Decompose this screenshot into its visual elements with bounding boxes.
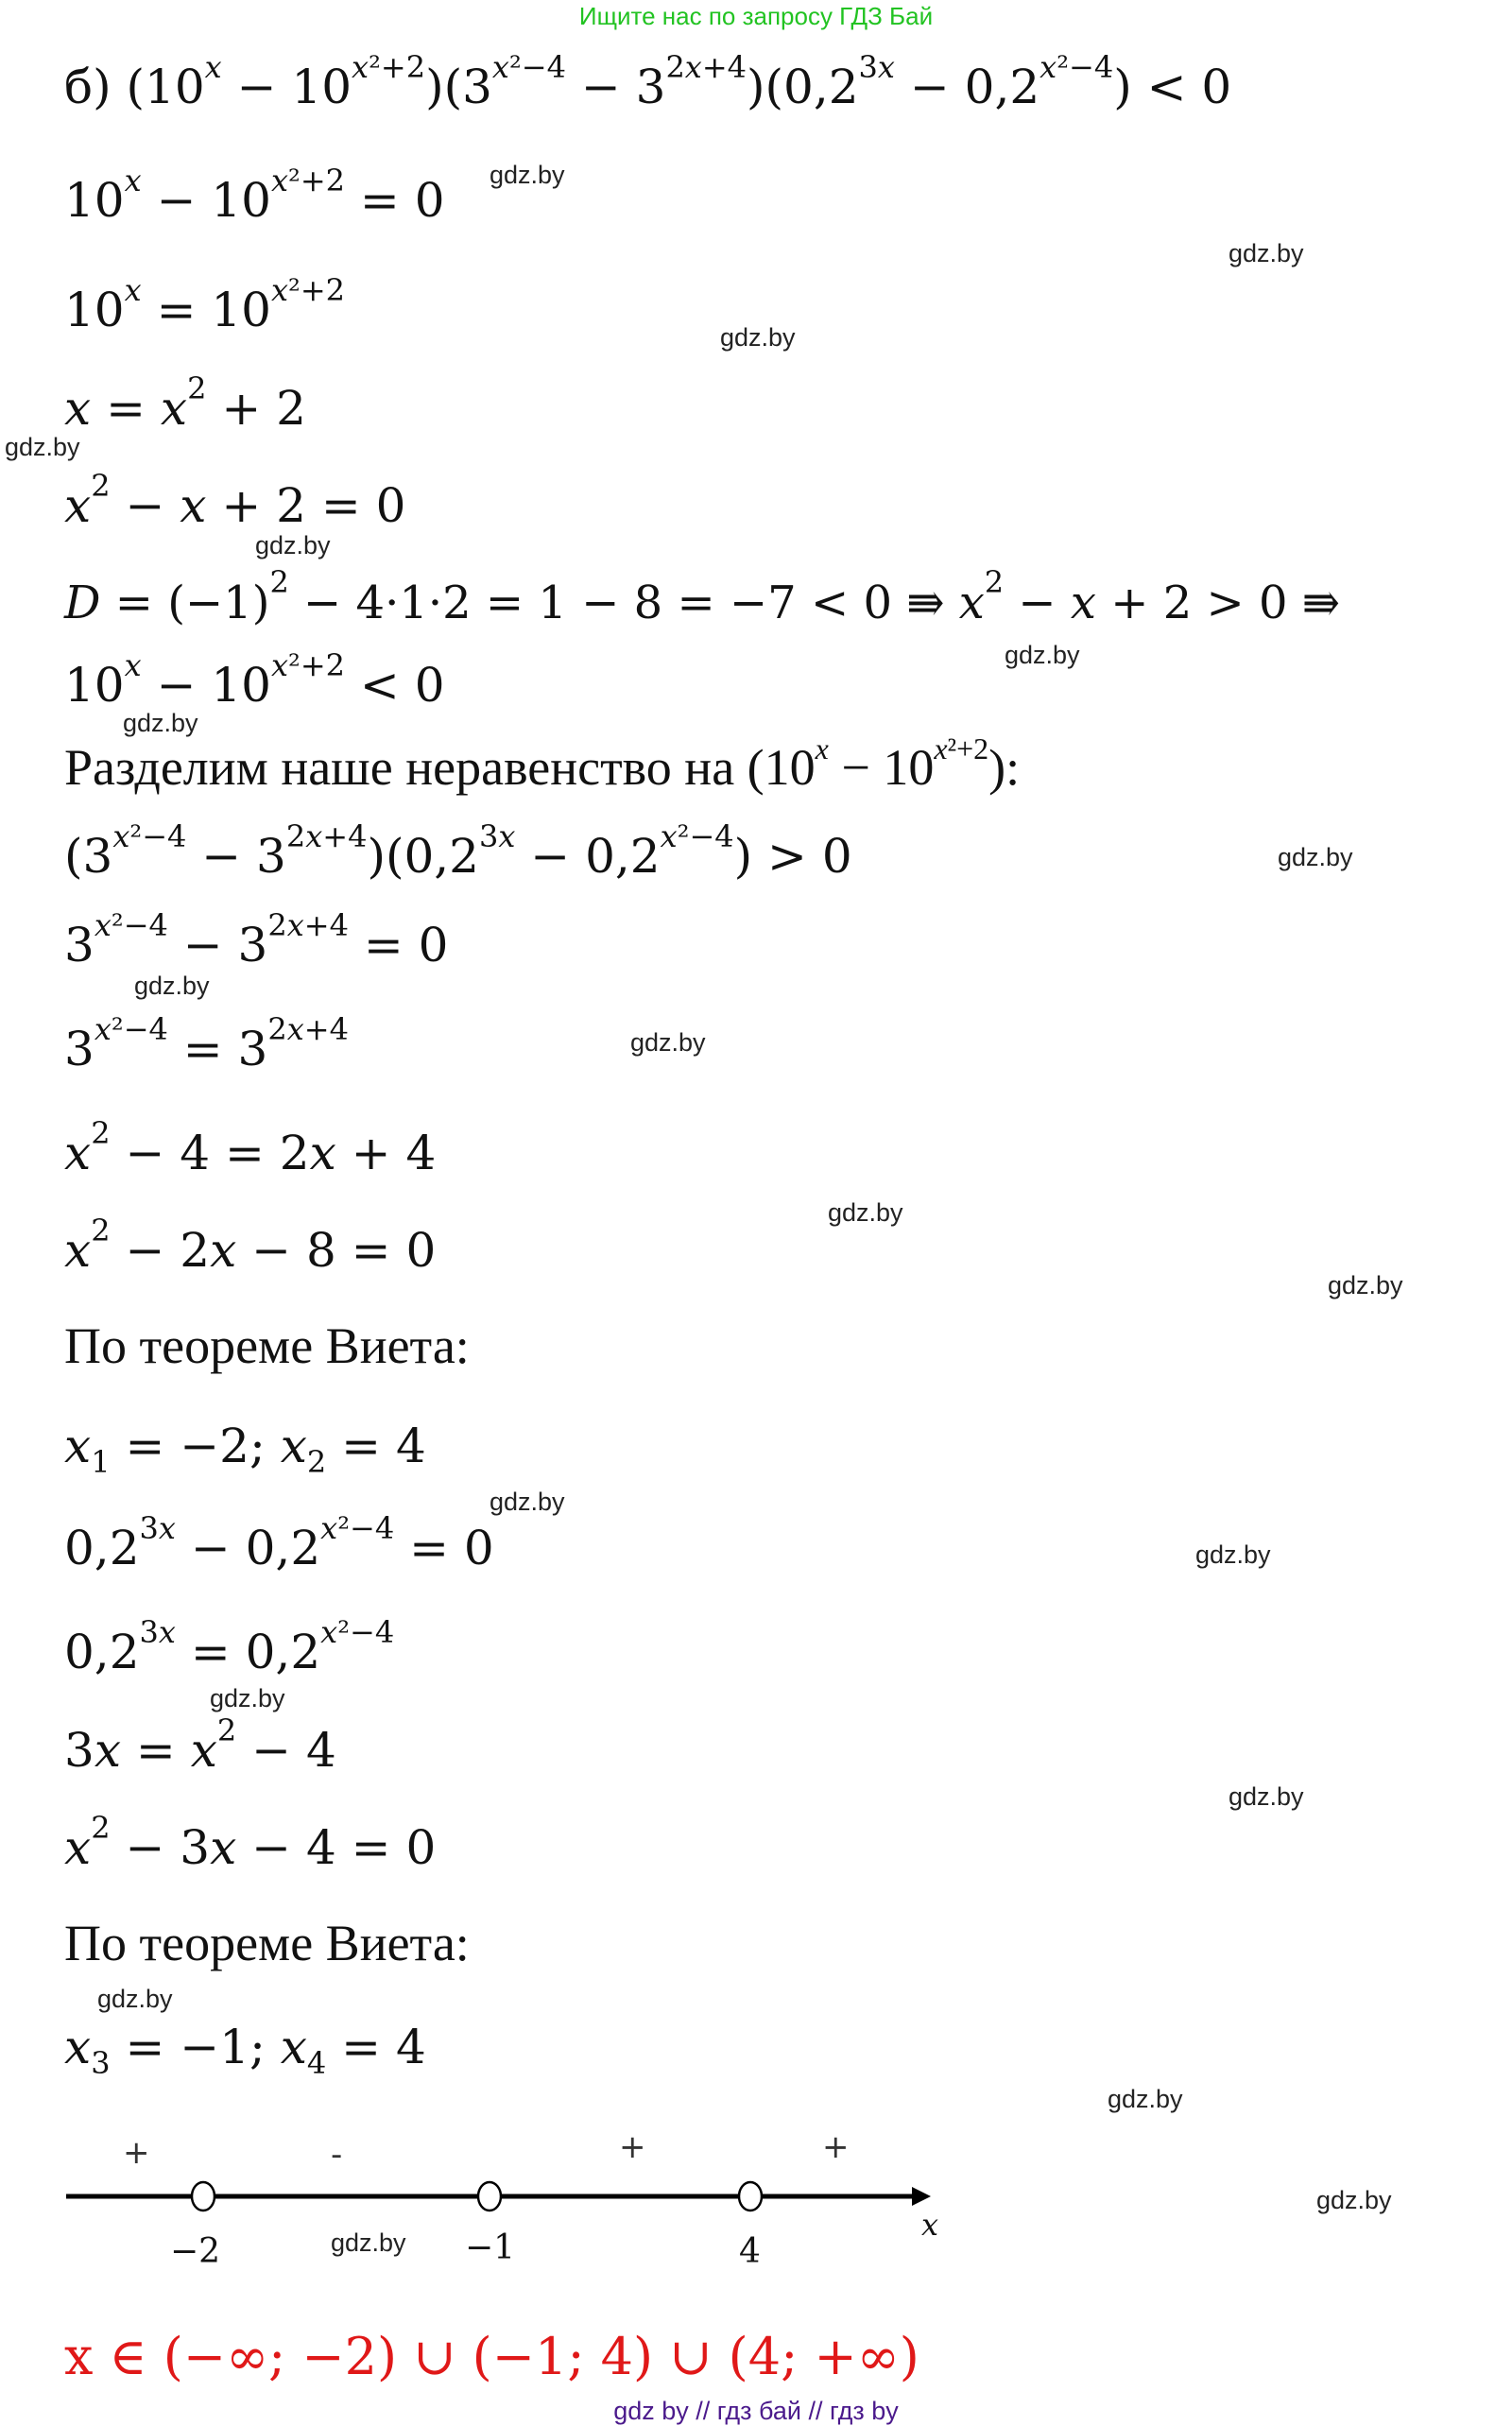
step-18: $x^2 - 3x - 4 = 0$ [64,1809,437,1875]
watermark: gdz.by [720,323,796,352]
step-8: $(3^{x^2-4} - 3^{2x+4})(0,2^{3x} - 0,2^{x^2-4}) > 0$ [64,817,852,884]
watermark: gdz.by [1316,2186,1392,2214]
watermark: gdz.by [255,531,331,559]
step-14-roots: $x_1 = -2$; $x_2 = 4$ [64,1419,426,1481]
point-label-neg2: −2 [170,2232,221,2271]
watermark: gdz.by [1278,843,1353,871]
step-11: $x^2 - 4 = 2x + 4$ [64,1114,437,1180]
step-3: $x = x^2 + 2$ [64,370,306,436]
problem-inequality: $(10^x - 10^{x^2+2})(3^{x^2-4} - 3^{2x+4})(0,2^{3x} - 0,2^{x^2-4}) < 0$ [126,48,1232,114]
watermark: gdz.by [828,1198,903,1227]
watermark: gdz.by [5,433,80,461]
step-10: $3^{x^2-4} = 3^{2x+4}$ [64,1010,349,1076]
step-9: $3^{x^2-4} - 3^{2x+4} = 0$ [64,906,449,972]
step-19-vieta: По теореме Виета: [64,1915,470,1971]
watermark: gdz.by [1108,2085,1183,2113]
axis-label: x [921,2207,939,2243]
top-banner: Ищите нас по запросу ГДЗ Бай [578,2,934,30]
watermark: gdz.by [134,972,210,1000]
watermark: gdz.by [97,1985,173,2013]
problem-statement [64,48,1232,115]
watermark: gdz.by [630,1028,706,1057]
watermark: gdz.by [490,161,565,189]
divide-text: Разделим наше неравенство на [64,739,735,796]
step-1: $10^x - 10^{x^2+2} = 0$ [64,162,445,228]
sign-interval-1: + [123,2134,150,2172]
sign-interval-4: + [822,2128,850,2166]
step-2: $10^x = 10^{x^2+2}$ [64,271,346,337]
watermark: gdz.by [1228,1782,1304,1811]
number-line [57,2117,954,2271]
watermark: gdz.by [210,1684,285,1712]
watermark: gdz.by [1228,239,1304,267]
watermark: gdz.by [1328,1271,1403,1299]
step-17: $3x = x^2 - 4$ [64,1712,336,1778]
point-label-neg1: −1 [465,2228,516,2267]
step-7-divide: Разделим наше неравенство на $(10^x - 10^{x^2+2})$: [64,731,1021,796]
step-15: $0,2^{3x} - 0,2^{x^2-4} = 0$ [64,1509,494,1575]
sign-interval-2: - [331,2136,343,2174]
watermark: gdz.by [1195,1540,1271,1569]
step-5-discriminant: $D = (-1)^2 - 4\cdot 1\cdot 2 = 1 - 8 = -7 < 0$ ⇛ $x^2 - x + 2 > 0$ ⇛ [64,563,1340,629]
watermark: gdz.by [490,1488,565,1516]
step-16: $0,2^{3x} = 0,2^{x^2-4}$ [64,1613,395,1679]
step-4: $x^2 - x + 2 = 0$ [64,467,406,533]
final-answer: x ∈ (−∞; −2) ∪ (−1; 4) ∪ (4; +∞) [64,2327,919,2386]
problem-label: б) [64,60,112,114]
step-13-vieta: По теореме Виета: [64,1317,470,1374]
footer-links: gdz by // гдз бай // гдз by [613,2397,899,2425]
step-20-roots: $x_3 = -1$; $x_4 = 4$ [64,2020,426,2082]
point-label-4: 4 [739,2232,761,2271]
step-12: $x^2 - 2x - 8 = 0$ [64,1212,437,1278]
watermark: gdz.by [123,709,198,737]
sign-interval-3: + [619,2128,646,2166]
watermark: gdz.by [1005,641,1080,669]
step-6: $10^x - 10^{x^2+2} < 0$ [64,646,445,713]
watermark: gdz.by [331,2228,406,2257]
